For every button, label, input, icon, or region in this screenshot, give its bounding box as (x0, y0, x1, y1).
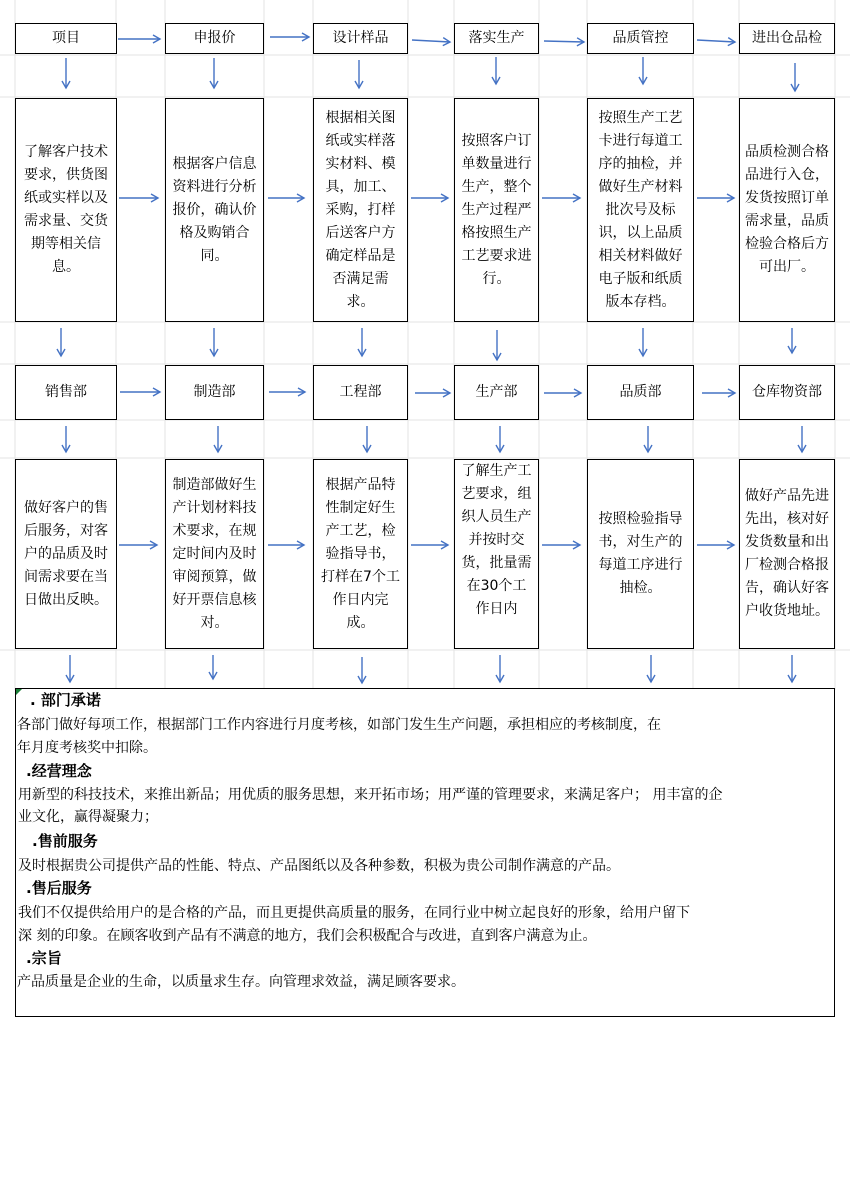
dept-desc-text: 根据产品特性制定好生产工艺，检验指导书，打样在7个工作日内完成。 (321, 476, 400, 631)
dept-desc-text: 了解生产工艺要求，组织人员生产并按时交货，批量需在30个工作日内 (461, 463, 532, 617)
dept-desc-production (454, 459, 539, 649)
commitment-title: . 部门承诺 (30, 691, 101, 709)
dept-engineering (313, 365, 408, 420)
dept-production (454, 365, 539, 420)
stage-desc-text: 按照生产工艺卡进行每道工序的抽检，并做好生产材料批次号及标识，以上品质相关材料做好电子版和纸质版本存档。 (598, 109, 683, 310)
stage-desc-text: 品质检测合格品进行入仓，发货按照订单需求量，品质检验合格后方可出厂。 (745, 144, 829, 275)
philosophy-line: 用新型的科技技术，来推出新品；用优质的服务思想，来开拓市场；用严谨的管理要求，来满足客户； 用丰富的企 (18, 787, 723, 803)
aftersale-title: .售后服务 (26, 879, 92, 897)
dept-label: 生产部 (475, 384, 518, 400)
stage-desc-warehouse-inspection (739, 98, 835, 322)
dept-sales (15, 365, 117, 420)
stage-label: 申报价 (193, 30, 236, 46)
dept-warehouse (739, 365, 835, 420)
stage-label: 进出仓品检 (752, 30, 822, 46)
stage-project (15, 23, 117, 54)
stage-quality-control (587, 23, 694, 54)
dept-quality (587, 365, 694, 420)
stage-desc-quality-control (587, 98, 694, 322)
cell-corner-marker (16, 689, 22, 695)
presale-title: .售前服务 (32, 832, 98, 850)
dept-label: 品质部 (619, 384, 662, 400)
arrow-right (697, 40, 735, 42)
philosophy-line: 业文化，赢得凝聚力； (18, 809, 158, 825)
stage-desc-text: 了解客户技术要求，供货图纸或实样以及需求量、交货期等相关信息。 (24, 144, 108, 275)
dept-label: 工程部 (339, 384, 382, 400)
dept-label: 制造部 (193, 384, 236, 400)
presale-line: 及时根据贵公司提供产品的性能、特点、产品图纸以及各种参数，积极为贵公司制作满意的产品。 (18, 858, 620, 874)
dept-desc-warehouse (739, 459, 835, 649)
dept-desc-text: 做好客户的售后服务，对客户的品质及时间需求要在当日做出反映。 (24, 499, 108, 608)
dept-label: 仓库物资部 (752, 384, 822, 400)
stage-sample-design (313, 23, 408, 54)
dept-desc-engineering (313, 459, 408, 649)
stage-desc-text: 根据相关图纸或实样落实材料、模具，加工、采购，打样后送客户方确定样品是否满足需求。 (325, 109, 396, 310)
dept-desc-manufacturing (165, 459, 264, 649)
stage-desc-project (15, 98, 117, 322)
stage-label: 品质管控 (612, 30, 669, 46)
dept-desc-text: 制造部做好生产计划材料技术要求，在规定时间内及时审阅预算，做好开票信息核对。 (172, 476, 257, 631)
stage-desc-sample-design (313, 98, 408, 322)
dept-desc-text: 按照检验指导书，对生产的每道工序进行抽检。 (598, 511, 683, 596)
aftersale-line: 深 刻的印象。在顾客收到产品有不满意的地方，我们会积极配合与改进，直到客户满意为止。 (18, 928, 597, 944)
arrow-right (544, 41, 584, 42)
dept-label: 销售部 (45, 384, 87, 400)
dept-desc-quality (587, 459, 694, 649)
stage-warehouse-inspection (739, 23, 835, 54)
stage-quotation (165, 23, 264, 54)
commitment-line: 年月度考核奖中扣除。 (17, 740, 157, 756)
arrow-right (412, 40, 450, 42)
stage-desc-quotation (165, 98, 264, 322)
company-notes-panel (15, 688, 835, 1017)
commitment-line: 各部门做好每项工作，根据部门工作内容进行月度考核，如部门发生生产问题，承担相应的考核制度，在 (17, 717, 661, 733)
tenet-title: .宗旨 (26, 949, 62, 967)
philosophy-title: .经营理念 (26, 762, 92, 780)
dept-desc-text: 做好产品先进先出，核对好发货数量和出厂检测合格报告，确认好客户收货地址。 (745, 488, 829, 619)
tenet-line: 产品质量是企业的生命，以质量求生存。向管理求效益，满足顾客要求。 (17, 974, 465, 990)
stage-production (454, 23, 539, 54)
stage-label: 落实生产 (468, 30, 525, 46)
stage-desc-text: 根据客户信息资料进行分析报价，确认价格及购销合同。 (172, 155, 257, 264)
stage-label: 设计样品 (332, 30, 389, 46)
dept-desc-sales (15, 459, 117, 649)
stage-desc-production (454, 98, 539, 322)
aftersale-line: 我们不仅提供给用户的是合格的产品，而且更提供高质量的服务，在同行业中树立起良好的形象，给用户留下 (18, 905, 690, 921)
dept-manufacturing (165, 365, 264, 420)
stage-desc-text: 按照客户订单数量进行生产，整个生产过程严格按照生产工艺要求进行。 (461, 132, 532, 287)
stage-label: 项目 (52, 30, 80, 46)
